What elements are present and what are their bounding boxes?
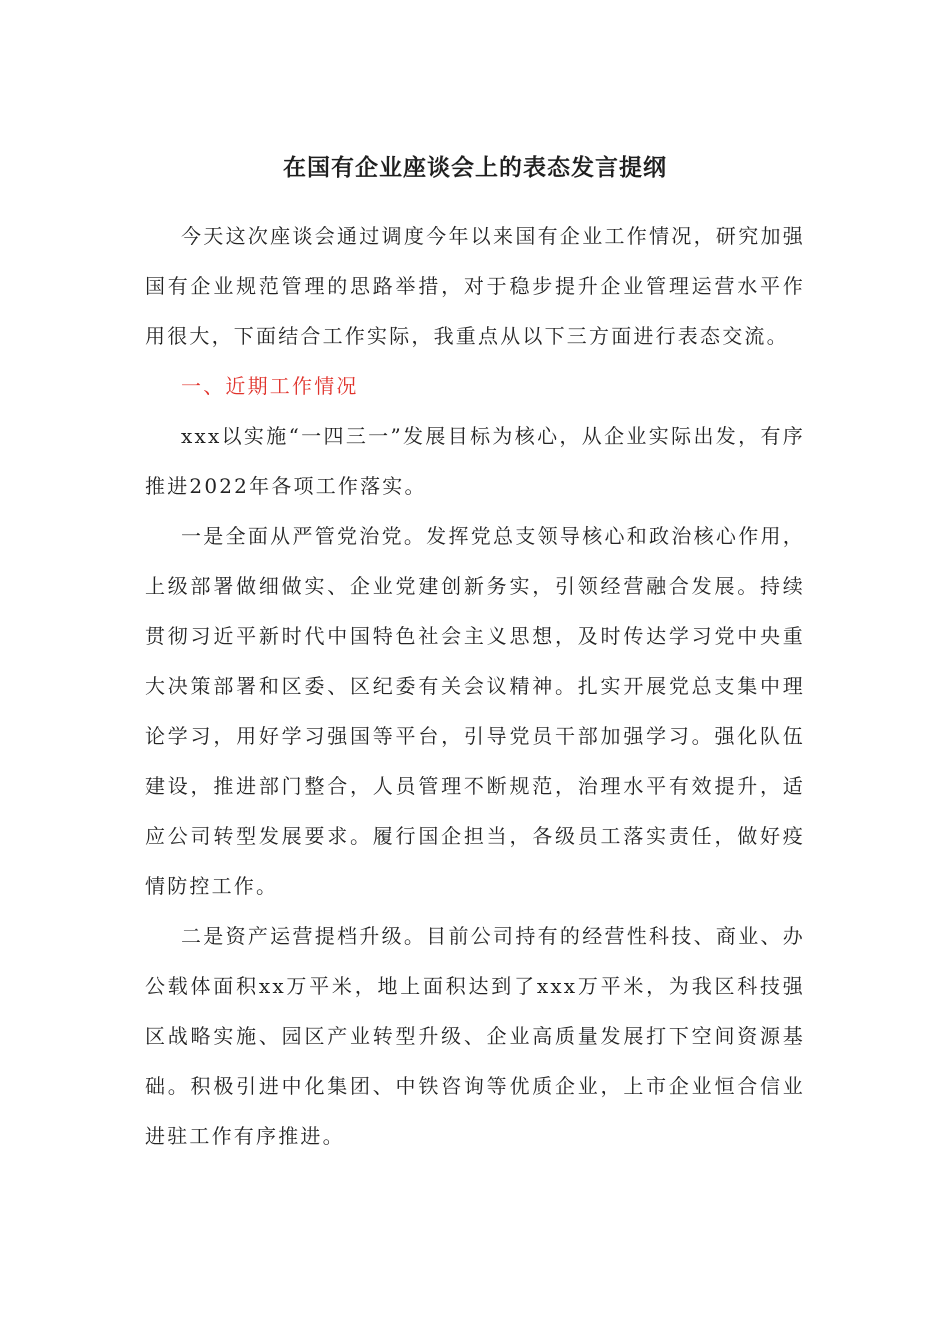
section-heading-recent-work: 一、近期工作情况: [181, 374, 359, 398]
intro-paragraph: 今天这次座谈会通过调度今年以来国有企业工作情况，研究加强国有企业规范管理的思路举措，对于稳步提升企业管理运营水平作用很大，下面结合工作实际，我重点从以下三方面进行表态交流。: [145, 224, 805, 348]
document-title: 在国有企业座谈会上的表态发言提纲: [283, 154, 667, 181]
asset-operation-paragraph: 二是资产运营提档升级。目前公司持有的经营性科技、商业、办公载体面积xx万平米，地上面积达到了xxx万平米，为我区科技强区战略实施、园区产业转型升级、企业高质量发展打下空间资源基础。积极引进中化集团、中铁咨询等优质企业，上市企业恒合信业进驻工作有序推进。: [145, 924, 805, 1148]
summary-paragraph: xxx以实施“一四三一”发展目标为核心，从企业实际出发，有序推进2022年各项工作落实。: [145, 424, 805, 498]
document-body: [145, 211, 805, 1161]
party-building-paragraph: 一是全面从严管党治党。发挥党总支领导核心和政治核心作用，上级部署做细做实、企业党建创新务实，引领经营融合发展。持续贯彻习近平新时代中国特色社会主义思想，及时传达学习党中央重大决策部署和区委、区纪委有关会议精神。扎实开展党总支集中理论学习，用好学习强国等平台，引导党员干部加强学习。强化队伍建设，推进部门整合，人员管理不断规范，治理水平有效提升，适应公司转型发展要求。履行国企担当，各级员工落实责任，做好疫情防控工作。: [145, 524, 805, 898]
